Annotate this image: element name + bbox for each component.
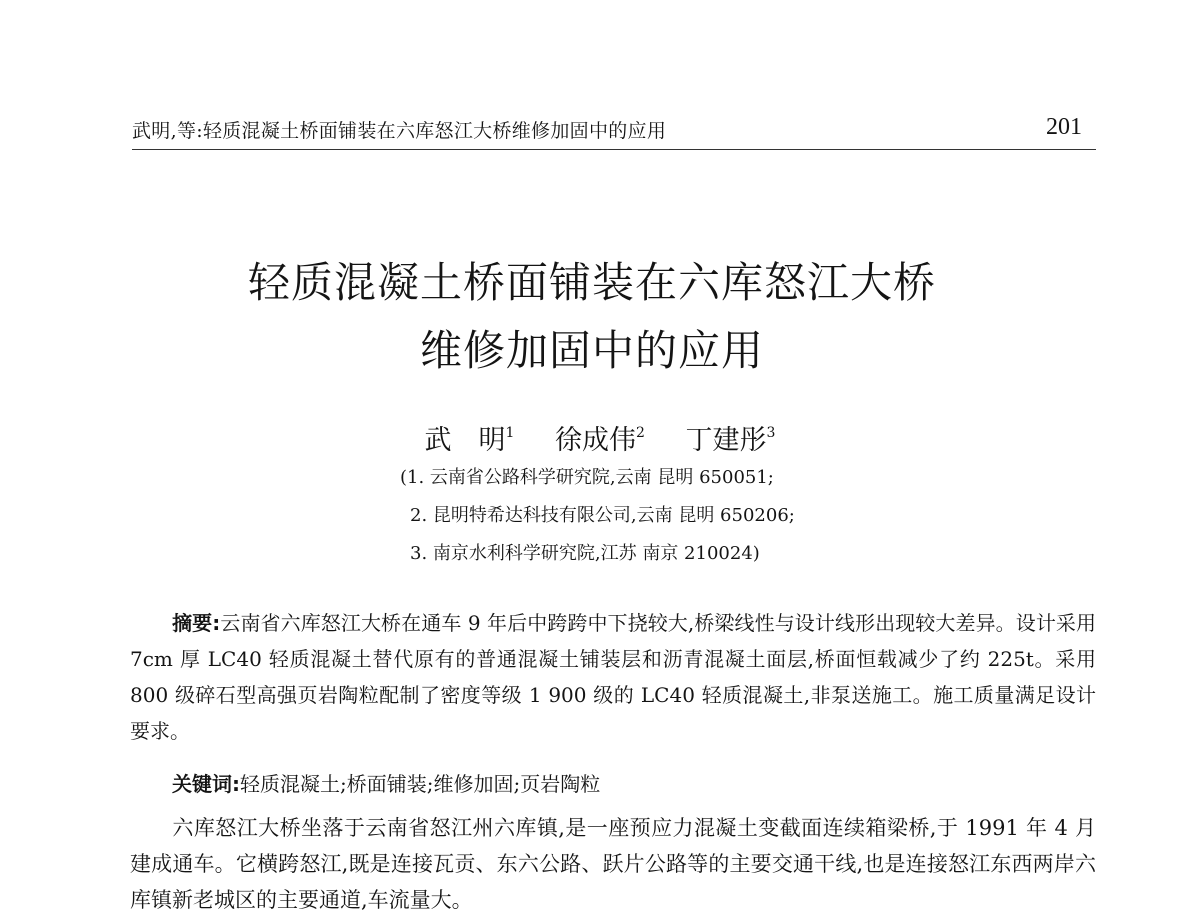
body-paragraph-text: 六库怒江大桥坐落于云南省怒江州六库镇,是一座预应力混凝土变截面连续箱梁桥,于 1991 年 4 月建成通车。它横跨怒江,既是连接瓦贡、东六公路、跃片公路等的主要交通干线,也是连接怒江东西两岸六库镇新老城区的主要通道,车流量大。 — [130, 816, 1096, 912]
paper-title-line-2: 维修加固中的应用 — [419, 326, 764, 375]
author-3 — [686, 418, 776, 457]
author-list — [0, 418, 1200, 457]
author-affil-mark: 2 — [636, 425, 645, 441]
keywords-text: 轻质混凝土;桥面铺装;维修加固;页岩陶粒 — [240, 772, 601, 796]
abstract-text: 云南省六库怒江大桥在通车 9 年后中跨跨中下挠较大,桥梁线性与设计线形出现较大差异。设计采用 7cm 厚 LC40 轻质混凝土替代原有的普通混凝土铺装层和沥青混凝土面层,桥面恒载减少了约 225t。采用 800 级碎石型高强页岩陶粒配制了密度等级 1 900 级的 LC40 轻质混凝土,非泵送施工。施工质量满足设计要求。 — [130, 611, 1097, 743]
page-number: 201 — [1046, 114, 1082, 140]
author-name: 丁建彤 — [685, 425, 767, 456]
keywords — [130, 766, 1096, 802]
body-paragraph — [130, 810, 1096, 918]
author-2 — [555, 418, 645, 457]
affiliation-3: 3. 南京水利科学研究院,江苏 南京 210024) — [410, 543, 760, 564]
author-affil-mark: 1 — [505, 425, 515, 441]
abstract-label: 摘要: — [172, 611, 221, 635]
author-1 — [425, 418, 515, 457]
header-rule — [132, 149, 1096, 150]
running-title: 武明,等:轻质混凝土桥面铺装在六库怒江大桥维修加固中的应用 — [132, 120, 667, 142]
author-affil-mark: 3 — [766, 425, 776, 441]
running-header — [132, 114, 1096, 144]
paper-title-line-1: 轻质混凝土桥面铺装在六库怒江大桥 — [247, 258, 936, 307]
abstract — [130, 605, 1096, 749]
affiliation-1: (1. 云南省公路科学研究院,云南 昆明 650051; — [400, 467, 774, 488]
keywords-label: 关键词: — [172, 772, 240, 796]
author-name: 徐成伟 — [555, 425, 637, 456]
author-name: 武 明 — [424, 425, 506, 456]
affiliation-2: 2. 昆明特希达科技有限公司,云南 昆明 650206; — [410, 505, 795, 526]
